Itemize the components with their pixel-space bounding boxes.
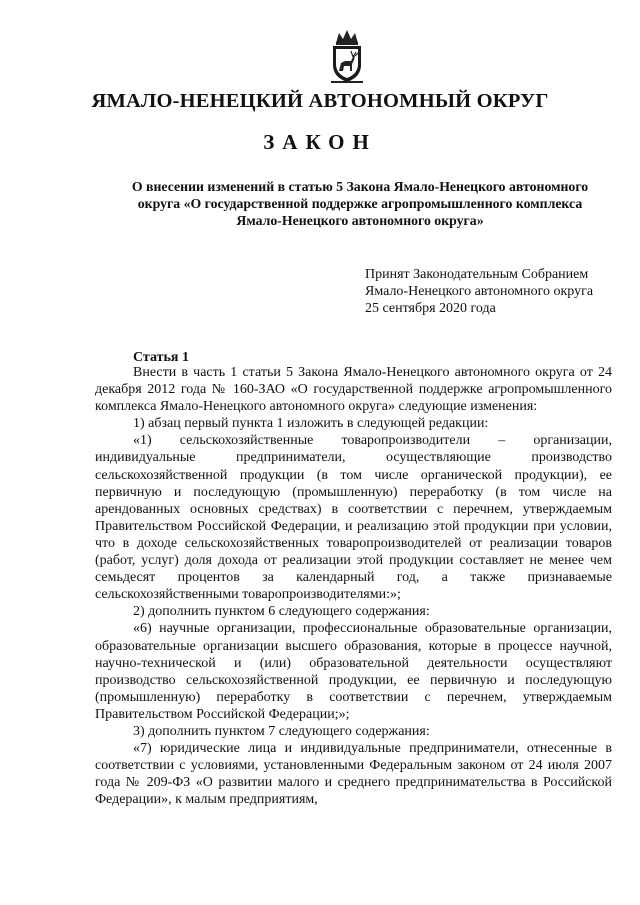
adoption-note xyxy=(365,266,593,317)
adoption-line: Ямало-Ненецкого автономного округа xyxy=(365,284,594,299)
law-title-line: О внесении изменений в статью 5 Закона Ямало-Ненецкого автономного xyxy=(131,179,589,194)
adoption-line: Принят Законодательным Собранием xyxy=(365,267,589,282)
article-paragraph: 2) дополнить пунктом 6 следующего содержания: xyxy=(133,604,430,620)
article-paragraph: «7) юридические лица и индивидуальные предприниматели, отнесенные в соответствии с условиями, установленными Федеральным законом от 24 июля 2007 года № 209-ФЗ «О развитии малого и среднего предпринимательства в Российской Федерации», к малым предприятиям, xyxy=(95,741,612,808)
adoption-line: 25 сентября 2020 года xyxy=(365,301,496,316)
article-heading: Статья 1 xyxy=(133,350,189,365)
article-paragraph: «6) научные организации, профессиональные образовательные организации, образовательные организации высшего образования, которые в процессе научной, научно-технической и (или) образовательной деятельности осуществляют производство сельскохозяйственной продукции, ее первичную и последующую (промышленную) переработку в соответствии с перечнем, утверждаемым Правительством Российской Федерации;»; xyxy=(95,621,612,722)
law-title-line: Ямало-Ненецкого автономного округа» xyxy=(236,213,484,228)
law-title-line: округа «О государственной поддержке агропромышленного комплекса xyxy=(137,196,583,211)
article-paragraph: Внести в часть 1 статьи 5 Закона Ямало-Ненецкого автономного округа от 24 декабря 2012 года № 160-ЗАО «О государственной поддержке агропромышленного комплекса Ямало-Ненецкого автономного округа» следующие изменения: xyxy=(95,365,612,415)
region-name: ЯМАЛО-НЕНЕЦКИЙ АВТОНОМНЫЙ ОКРУГ xyxy=(91,90,549,112)
coat-of-arms-icon xyxy=(326,27,368,85)
document-type: ЗАКОН xyxy=(263,130,377,154)
article-body xyxy=(95,364,612,808)
article-paragraph: 3) дополнить пунктом 7 следующего содержания: xyxy=(133,723,430,739)
law-title xyxy=(60,178,640,229)
article-paragraph: «1) сельскохозяйственные товаропроизводители – организации, индивидуальные предприниматели, осуществляющие производство сельскохозяйственной продукции (в том числе органической продукции), ее первичную и последующую (промышленную) переработку (в том числе на арендованных основных средствах) в соответствии с перечнем, утверждаемым Правительством Российской Федерации, и реализацию этой продукции при условии, что в доходе сельскохозяйственных товаропроизводителей от реализации товаров (работ, услуг) доля дохода от реализации этой продукции составляет не менее чем семьдесят процентов за календарный год, а также признаваемые сельскохозяйственными товаропроизводителями:»; xyxy=(95,433,612,603)
article-paragraph: 1) абзац первый пункта 1 изложить в следующей редакции: xyxy=(133,416,489,432)
